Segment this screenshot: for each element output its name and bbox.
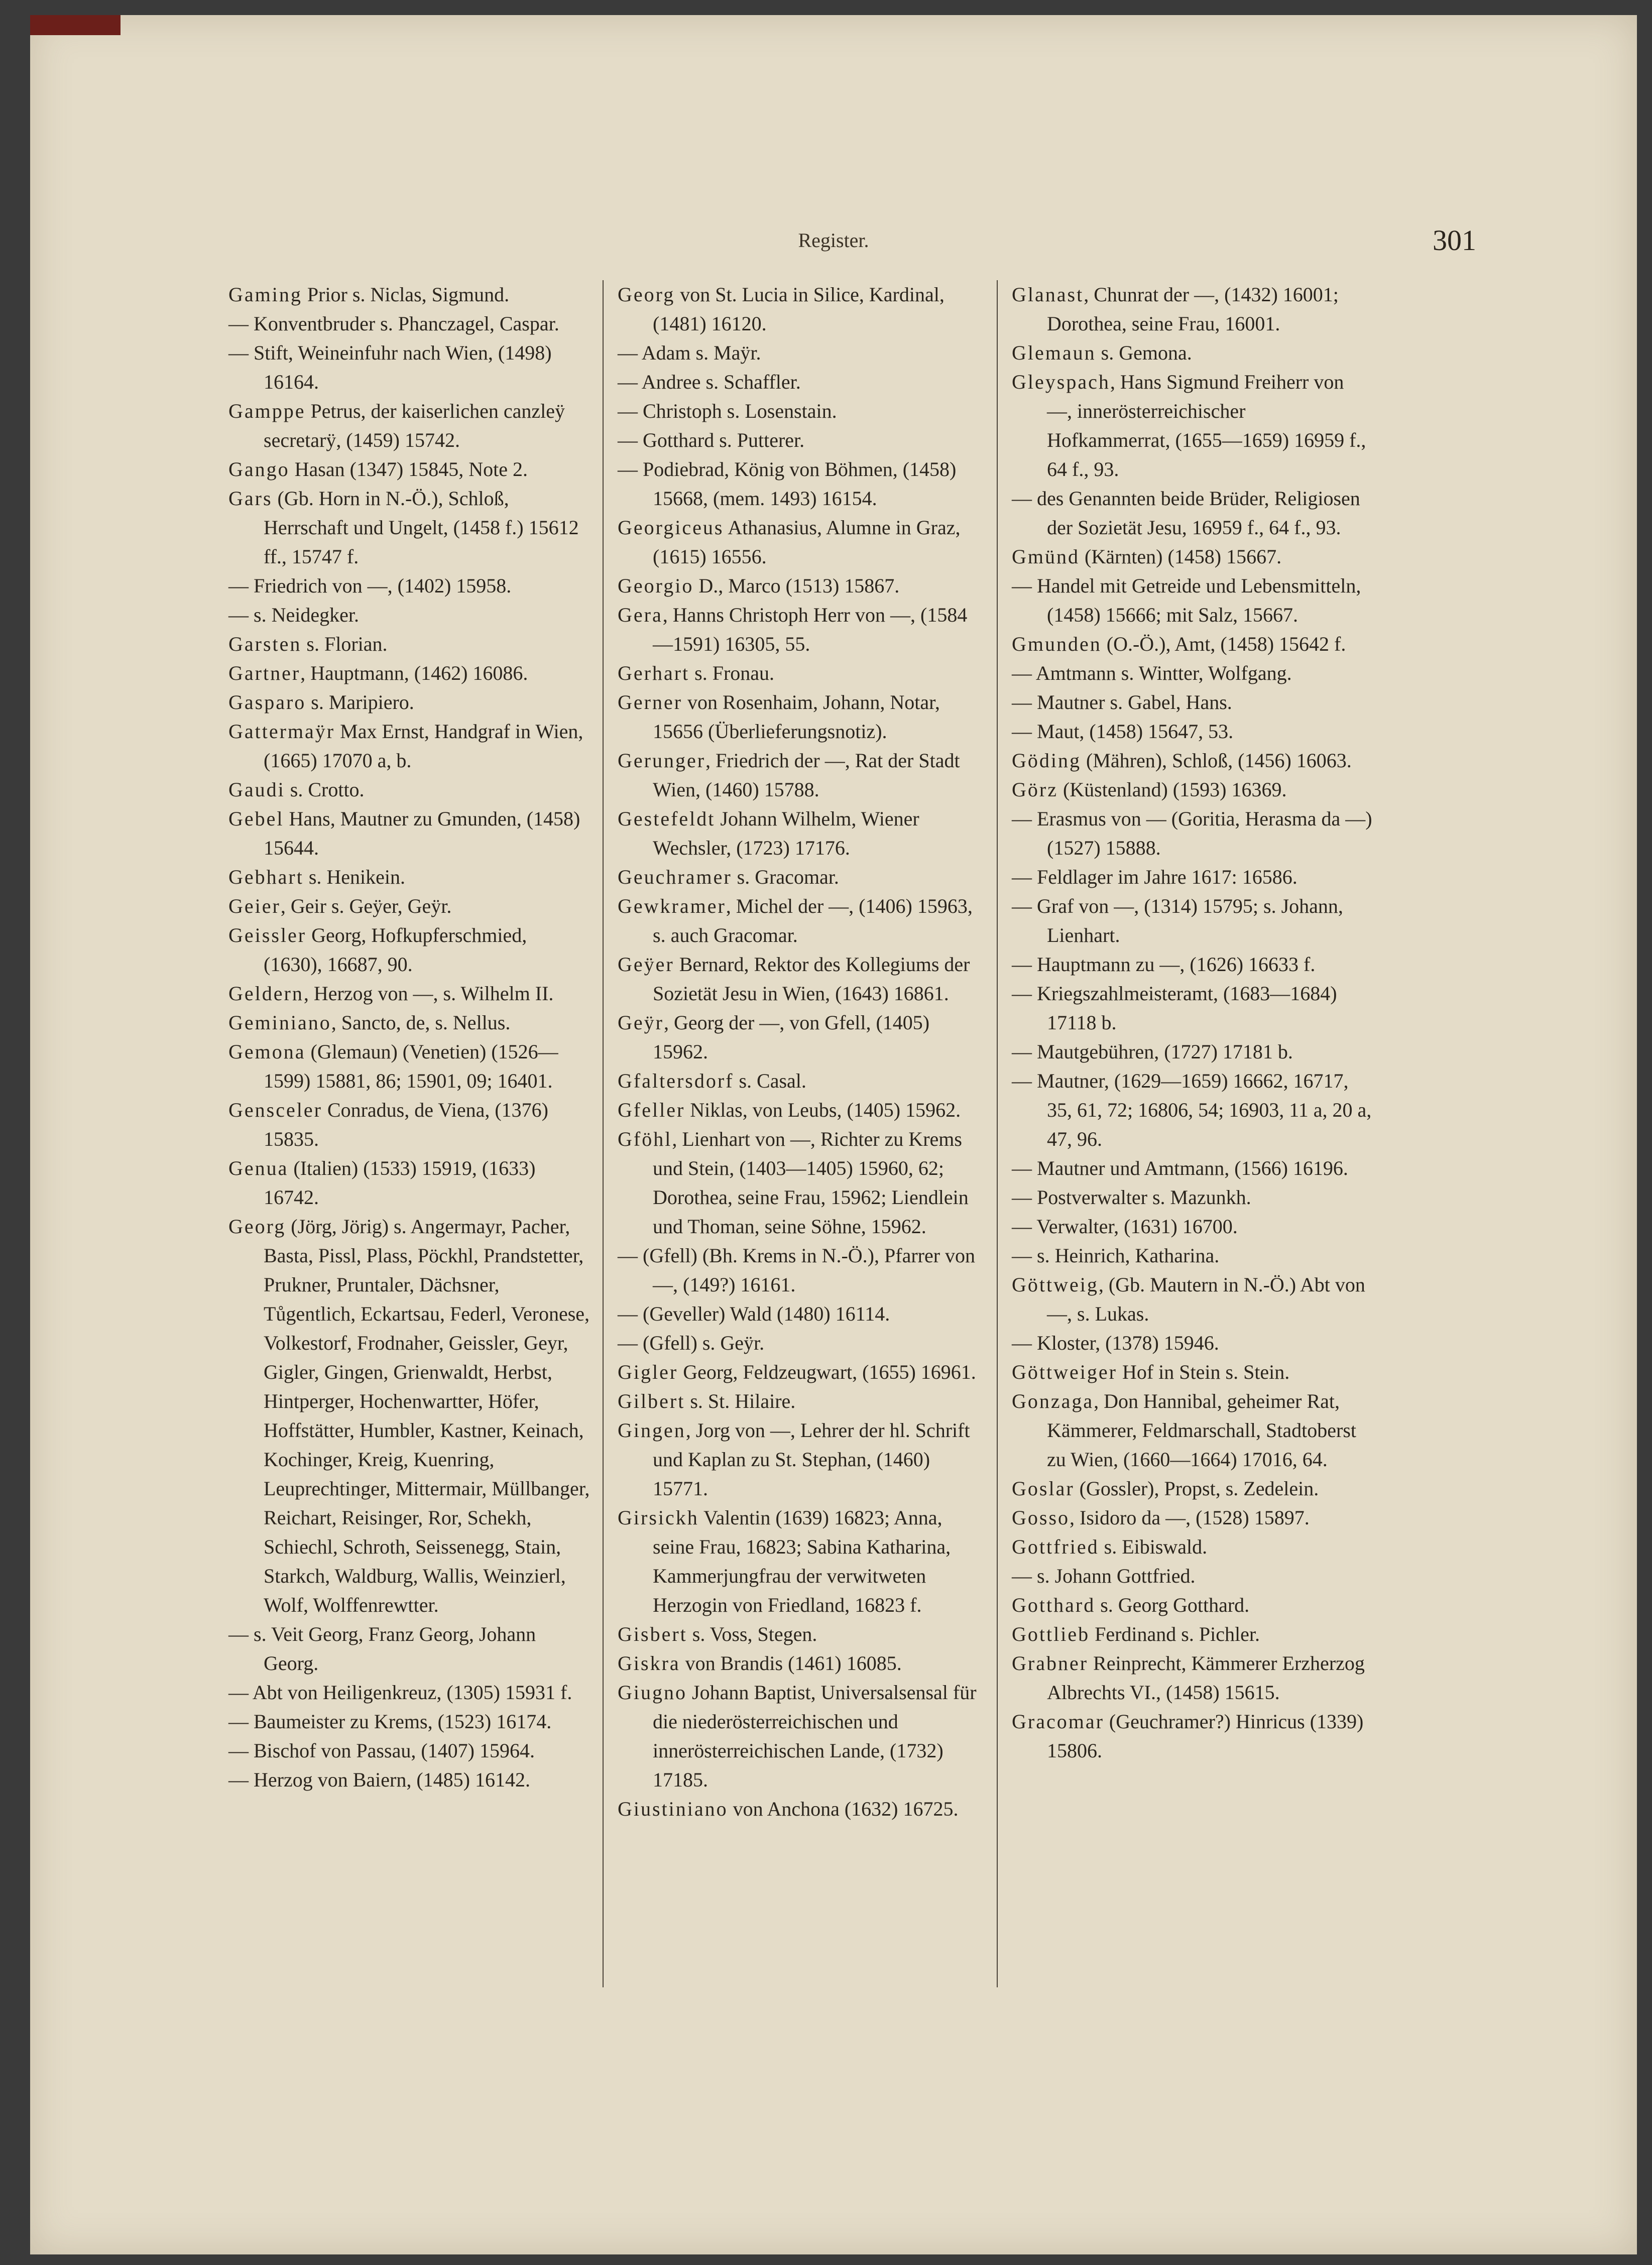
entry-text: , Sancto, de, s. Nellus. (331, 1011, 511, 1034)
index-entry (1012, 1532, 1373, 1562)
index-entry (1012, 1066, 1373, 1154)
index-entry (618, 571, 979, 601)
index-entry (1012, 1212, 1373, 1241)
entry-text: s. Casal. (734, 1069, 806, 1092)
entry-text: — Mautgebühren, (1727) 17181 b. (1012, 1040, 1293, 1063)
entry-keyword: Geuchramer (618, 866, 732, 888)
entry-text: — Abt von Heiligenkreuz, (1305) 15931 f. (228, 1681, 572, 1704)
index-entry (618, 455, 979, 513)
entry-keyword: Gingen (618, 1419, 686, 1442)
index-entry (1012, 1562, 1373, 1591)
entry-keyword: Gamppe (228, 400, 306, 422)
entry-text: Johann Wilhelm, Wiener Wechsler, (1723) 17176. (653, 807, 919, 859)
index-entry (1012, 1270, 1373, 1329)
entry-keyword: Gemona (228, 1040, 306, 1063)
entry-keyword: Girsickh (618, 1506, 699, 1529)
entry-keyword: Geier (228, 895, 281, 917)
entry-text: s. Gracomar. (732, 866, 839, 888)
entry-keyword: Gigler (618, 1361, 678, 1383)
entry-keyword: Gerunger (618, 749, 706, 772)
index-entry (228, 804, 590, 863)
index-entry (228, 921, 590, 979)
entry-text: — Christoph s. Losenstain. (618, 400, 837, 422)
entry-text: Hasan (1347) 15845, Note 2. (289, 458, 528, 481)
entry-text: (Küstenland) (1593) 16369. (1057, 778, 1287, 801)
entry-keyword: Göttweig (1012, 1273, 1099, 1296)
entry-text: , Friedrich der —, Rat der Stadt Wien, (1460) 15788. (653, 749, 960, 801)
entry-text: Petrus, der kaiserlichen canzleÿ secretarÿ, (1459) 15742. (264, 400, 565, 451)
entry-keyword: Göttweiger (1012, 1361, 1117, 1383)
index-entry (618, 1008, 979, 1066)
entry-keyword: Gottlieb (1012, 1623, 1090, 1645)
index-entry (1012, 892, 1373, 950)
index-entry (618, 1387, 979, 1416)
index-entry (1012, 1591, 1373, 1620)
index-entry (618, 368, 979, 397)
entry-text: , Chunrat der —, (1432) 16001; Dorothea, seine Frau, 16001. (1047, 283, 1339, 335)
entry-keyword: Georg (618, 283, 675, 306)
entry-keyword: Gars (228, 487, 273, 510)
entry-keyword: Gerner (618, 691, 683, 713)
entry-text: (Jörg, Jörig) s. Angermayr, Pacher, Basta, Pissl, Plass, Pöckhl, Prandstetter, Prukner, Pruntaler, Dächsner, Tůgentlich, Eckartsau, Federl, Veronese, Volkestorf, Frodnaher, Geissler, Geyr, Gigler, Gingen, Grienwaldt, Herbst, Hintperger, Hochenwartter, Höfer, Hoffstätter, Humbler, Kastner, Keinach, Kochinger, Kreig, Kuenring, Leuprechtinger, Mittermair, Müllbanger, Reichart, Reisinger, Ror, Schekh, Schiechl, Schroth, Seissenegg, Stain, Starkch, Waldburg, Wallis, Weinzierl, Wolf, Wolffenrewtter. (264, 1215, 590, 1616)
entry-text: , Hauptmann, (1462) 16086. (300, 662, 528, 684)
entry-text: , Herzog von —, s. Wilhelm II. (303, 982, 554, 1005)
entry-text: Ferdinand s. Pichler. (1090, 1623, 1260, 1645)
entry-text: Reinprecht, Kämmerer Erzherzog Albrechts VI., (1458) 15615. (1047, 1652, 1365, 1704)
index-entry (618, 1299, 979, 1329)
index-entry (228, 1008, 590, 1037)
index-entry (1012, 368, 1373, 484)
index-entry (1012, 1154, 1373, 1183)
entry-text: (O.-Ö.), Amt, (1458) 15642 f. (1101, 633, 1346, 655)
entry-text: s. Crotto. (285, 778, 365, 801)
entry-text: von Brandis (1461) 16085. (680, 1652, 902, 1675)
entry-text: Bernard, Rektor des Kollegiums der Sozietät Jesu in Wien, (1643) 16861. (653, 953, 970, 1005)
index-entry (618, 1066, 979, 1096)
entry-text: — Gotthard s. Putterer. (618, 429, 805, 451)
entry-text: s. Henikein. (303, 866, 406, 888)
entry-text: — Kriegszahlmeisteramt, (1683—1684) 17118 b. (1012, 982, 1337, 1034)
page-number: 301 (1433, 224, 1476, 257)
index-entry (618, 1096, 979, 1125)
entry-text: — s. Neidegker. (228, 604, 359, 626)
index-entry (1012, 950, 1373, 979)
index-entry (228, 717, 590, 775)
entry-text: — des Genannten beide Brüder, Religiosen der Sozietät Jesu, 16959 f., 64 f., 93. (1012, 487, 1360, 539)
entry-text: — Kloster, (1378) 15946. (1012, 1332, 1219, 1354)
index-entry (1012, 1387, 1373, 1474)
entry-text: , Don Hannibal, geheimer Rat, Kämmerer, Feldmarschall, Stadtoberst zu Wien, (1660—1664) 17016, 64. (1047, 1390, 1356, 1471)
index-entry (618, 1358, 979, 1387)
entry-text: Athanasius, Alumne in Graz, (1615) 16556. (653, 516, 961, 568)
index-entry (618, 1795, 979, 1824)
entry-text: — Konventbruder s. Phanczagel, Caspar. (228, 312, 559, 335)
index-entry (618, 1329, 979, 1358)
entry-text: s. Eibiswald. (1099, 1535, 1208, 1558)
entry-text: — Amtmann s. Wintter, Wolfgang. (1012, 662, 1292, 684)
index-entry (1012, 1241, 1373, 1270)
index-entry (1012, 338, 1373, 368)
index-entry (1012, 688, 1373, 717)
entry-text: von St. Lucia in Silice, Kardinal, (1481) 16120. (653, 283, 945, 335)
index-entry (1012, 659, 1373, 688)
index-entry (618, 688, 979, 746)
index-entry (1012, 542, 1373, 571)
entry-text: — Stift, Weineinfuhr nach Wien, (1498) 16164. (228, 341, 552, 393)
entry-text: — Bischof von Passau, (1407) 15964. (228, 1739, 535, 1762)
entry-text: s. St. Hilaire. (685, 1390, 796, 1412)
entry-keyword: Gaudi (228, 778, 285, 801)
index-entry (1012, 630, 1373, 659)
index-entry (618, 746, 979, 804)
entry-keyword: Gotthard (1012, 1594, 1096, 1616)
index-entry (1012, 1503, 1373, 1532)
entry-text: s. Voss, Stegen. (687, 1623, 817, 1645)
entry-text: Valentin (1639) 16823; Anna, seine Frau, 16823; Sabina Katharina, Kammerjungfrau der verwitweten Herzogin von Friedland, 16823 f. (653, 1506, 951, 1616)
page-header (30, 223, 1637, 259)
entry-keyword: Gebhart (228, 866, 304, 888)
entry-keyword: Gottfried (1012, 1535, 1099, 1558)
entry-keyword: Gfeller (618, 1099, 685, 1121)
entry-text: — s. Heinrich, Katharina. (1012, 1244, 1220, 1267)
index-entry (228, 630, 590, 659)
entry-keyword: Gfaltersdorf (618, 1069, 734, 1092)
index-entry (618, 863, 979, 892)
entry-keyword: Gmünd (1012, 545, 1080, 568)
entry-text: , Isidoro da —, (1528) 15897. (1070, 1506, 1310, 1529)
entry-text: , Lienhart von —, Richter zu Krems und Stein, (1403—1405) 15960, 62; Dorothea, seine Frau, 15962; Liendlein und Thoman, seine Söhne, 15962. (653, 1128, 969, 1238)
entry-keyword: Gisbert (618, 1623, 687, 1645)
entry-text: (Italien) (1533) 15919, (1633) 16742. (264, 1157, 536, 1209)
entry-text: Max Ernst, Handgraf in Wien, (1665) 17070 a, b. (264, 720, 583, 772)
entry-keyword: Gensceler (228, 1099, 322, 1121)
entry-keyword: Gerhart (618, 662, 690, 684)
index-entry (228, 1736, 590, 1765)
entry-text: , Geir s. Geÿer, Geÿr. (280, 895, 452, 917)
entry-keyword: Gango (228, 458, 290, 481)
entry-text: — (Gfell) s. Geÿr. (618, 1332, 765, 1354)
entry-keyword: Gestefeldt (618, 807, 716, 830)
index-entry (228, 659, 590, 688)
entry-text: — s. Veit Georg, Franz Georg, Johann Georg. (228, 1623, 536, 1675)
entry-text: — Podiebrad, König von Böhmen, (1458) 15668, (mem. 1493) 16154. (618, 458, 957, 510)
entry-text: — (Geveller) Wald (1480) 16114. (618, 1302, 890, 1325)
index-column-3 (1012, 280, 1373, 1765)
index-entry (1012, 280, 1373, 338)
index-entry (618, 1241, 979, 1299)
index-entry (618, 338, 979, 368)
entry-text: — Herzog von Baiern, (1485) 16142. (228, 1768, 530, 1791)
entry-keyword: Glanast (1012, 283, 1084, 306)
entry-text: s. Fronau. (689, 662, 775, 684)
index-entry (228, 1765, 590, 1795)
index-entry (1012, 863, 1373, 892)
entry-keyword: Glemaun (1012, 341, 1096, 364)
entry-keyword: Geissler (228, 924, 307, 946)
index-entry (1012, 571, 1373, 630)
entry-keyword: Garsten (228, 633, 302, 655)
document-page (30, 15, 1637, 2254)
entry-text: — Handel mit Getreide und Lebensmitteln, (1458) 15666; mit Salz, 15667. (1012, 574, 1361, 626)
entry-text: — Mautner, (1629—1659) 16662, 16717, 35, 61, 72; 16806, 54; 16903, 11 a, 20 a, 47, 96. (1012, 1069, 1372, 1150)
index-entry (228, 863, 590, 892)
index-entry (618, 1125, 979, 1241)
entry-text: Niklas, von Leubs, (1405) 15962. (685, 1099, 961, 1121)
entry-keyword: Giskra (618, 1652, 680, 1675)
index-entry (1012, 804, 1373, 863)
index-entry (618, 950, 979, 1008)
entry-text: (Glemaun) (Venetien) (1526—1599) 15881, 86; 15901, 09; 16401. (264, 1040, 558, 1092)
entry-keyword: Giugno (618, 1681, 687, 1704)
index-entry (1012, 775, 1373, 804)
entry-text: — Graf von —, (1314) 15795; s. Johann, Lienhart. (1012, 895, 1343, 946)
entry-keyword: Gföhl (618, 1128, 672, 1150)
index-entry (1012, 979, 1373, 1037)
entry-text: Georg, Feldzeugwart, (1655) 16961. (678, 1361, 976, 1383)
column-divider (603, 280, 604, 1987)
index-entry (1012, 1707, 1373, 1765)
index-entry (228, 338, 590, 397)
entry-keyword: Gebel (228, 807, 284, 830)
entry-keyword: Giustiniano (618, 1798, 728, 1820)
index-entry (228, 309, 590, 338)
entry-keyword: Gattermaÿr (228, 720, 335, 743)
entry-keyword: Geÿr (618, 1011, 664, 1034)
entry-text: Prior s. Niclas, Sigmund. (302, 283, 510, 306)
index-entry (228, 1154, 590, 1212)
entry-keyword: Geminiano (228, 1011, 331, 1034)
index-entry (1012, 1329, 1373, 1358)
entry-text: — Mautner und Amtmann, (1566) 16196. (1012, 1157, 1348, 1179)
entry-keyword: Gera (618, 604, 663, 626)
entry-text: Hans, Mautner zu Gmunden, (1458) 15644. (264, 807, 580, 859)
index-entry (618, 892, 979, 950)
entry-text: s. Georg Gotthard. (1095, 1594, 1250, 1616)
entry-keyword: Gartner (228, 662, 301, 684)
entry-text: — (Gfell) (Bh. Krems in N.-Ö.), Pfarrer von —, (149?) 16161. (618, 1244, 976, 1296)
entry-text: — Verwalter, (1631) 16700. (1012, 1215, 1238, 1238)
entry-text: — Friedrich von —, (1402) 15958. (228, 574, 512, 597)
index-column-1 (228, 280, 590, 1795)
entry-text: Conradus, de Viena, (1376) 15835. (264, 1099, 549, 1150)
entry-text: — Erasmus von — (Goritia, Herasma da —) (1527) 15888. (1012, 807, 1372, 859)
entry-text: (Mähren), Schloß, (1456) 16063. (1081, 749, 1352, 772)
entry-keyword: Gaming (228, 283, 302, 306)
running-title: Register. (798, 229, 869, 252)
entry-text: — Maut, (1458) 15647, 53. (1012, 720, 1234, 743)
entry-text: Georg, Hofkupferschmied, (1630), 16687, 90. (264, 924, 527, 976)
entry-text: s. Gemona. (1096, 341, 1192, 364)
index-entry (1012, 746, 1373, 775)
entry-text: , (Gb. Mautern in N.-Ö.) Abt von —, s. Lukas. (1047, 1273, 1365, 1325)
entry-keyword: Geÿer (618, 953, 674, 976)
index-entry (618, 804, 979, 863)
index-entry (1012, 1037, 1373, 1066)
entry-text: — s. Johann Gottfried. (1012, 1565, 1196, 1587)
entry-text: — Postverwalter s. Mazunkh. (1012, 1186, 1251, 1209)
index-entry (618, 659, 979, 688)
entry-text: — Baumeister zu Krems, (1523) 16174. (228, 1710, 552, 1733)
index-entry (1012, 717, 1373, 746)
index-entry (618, 1649, 979, 1678)
entry-keyword: Göding (1012, 749, 1081, 772)
index-entry (228, 892, 590, 921)
entry-keyword: Gosso (1012, 1506, 1070, 1529)
index-entry (228, 484, 590, 571)
index-entry (1012, 1620, 1373, 1649)
entry-keyword: Gonzaga (1012, 1390, 1094, 1412)
entry-keyword: Gasparo (228, 691, 306, 713)
index-entry (618, 1503, 979, 1620)
index-entry (228, 979, 590, 1008)
entry-text: von Anchona (1632) 16725. (728, 1798, 959, 1820)
index-entry (1012, 1474, 1373, 1503)
entry-keyword: Gewkramer (618, 895, 726, 917)
index-entry (228, 455, 590, 484)
entry-text: — Mautner s. Gabel, Hans. (1012, 691, 1232, 713)
entry-text: (Geuchramer?) Hinricus (1339) 15806. (1047, 1710, 1364, 1762)
entry-text: (Gb. Horn in N.-Ö.), Schloß, Herrschaft und Ungelt, (1458 f.) 15612 ff., 15747 f. (264, 487, 579, 568)
index-entry (228, 1037, 590, 1096)
entry-text: von Rosenhaim, Johann, Notar, 15656 (Überlieferungsnotiz). (653, 691, 940, 743)
index-entry (228, 571, 590, 601)
entry-keyword: Gilbert (618, 1390, 685, 1412)
entry-keyword: Gracomar (1012, 1710, 1104, 1733)
index-entry (1012, 1649, 1373, 1707)
entry-text: (Kärnten) (1458) 15667. (1080, 545, 1282, 568)
entry-text: , Jorg von —, Lehrer der hl. Schrift und Kaplan zu St. Stephan, (1460) 15771. (653, 1419, 970, 1500)
entry-keyword: Georgio (618, 574, 694, 597)
entry-text: Hof in Stein s. Stein. (1117, 1361, 1290, 1383)
entry-text: s. Maripiero. (306, 691, 414, 713)
entry-keyword: Genua (228, 1157, 289, 1179)
entry-text: (Gossler), Propst, s. Zedelein. (1074, 1477, 1319, 1500)
index-entry (1012, 1358, 1373, 1387)
index-entry (1012, 484, 1373, 542)
index-entry (618, 426, 979, 455)
column-divider (997, 280, 998, 1987)
entry-text: , Michel der —, (1406) 15963, s. auch Gracomar. (653, 895, 973, 946)
entry-keyword: Georg (228, 1215, 286, 1238)
index-entry (618, 513, 979, 571)
entry-keyword: Gmunden (1012, 633, 1102, 655)
index-entry (1012, 1183, 1373, 1212)
index-entry (228, 688, 590, 717)
index-entry (228, 1212, 590, 1620)
index-entry (228, 1678, 590, 1707)
entry-keyword: Geldern (228, 982, 304, 1005)
entry-keyword: Georgiceus (618, 516, 724, 539)
entry-keyword: Gleyspach (1012, 371, 1110, 393)
entry-text: — Adam s. Maÿr. (618, 341, 761, 364)
index-entry (618, 280, 979, 338)
index-column-2 (618, 280, 979, 1824)
entry-text: — Hauptmann zu —, (1626) 16633 f. (1012, 953, 1316, 976)
entry-text: , Georg der —, von Gfell, (1405) 15962. (653, 1011, 930, 1063)
index-entry (228, 1707, 590, 1736)
entry-text: , Hanns Christoph Herr von —, (1584—1591) 16305, 55. (653, 604, 968, 655)
index-entry (618, 1678, 979, 1795)
entry-text: — Andree s. Schaffler. (618, 371, 801, 393)
index-entry (618, 397, 979, 426)
entry-keyword: Grabner (1012, 1652, 1089, 1675)
entry-text: s. Florian. (301, 633, 388, 655)
index-entry (228, 1096, 590, 1154)
index-entry (228, 280, 590, 309)
entry-text: , Hans Sigmund Freiherr von —, innerösterreichischer Hofkammerrat, (1655—1659) 16959 f., 64 f., 93. (1047, 371, 1366, 481)
entry-keyword: Görz (1012, 778, 1058, 801)
index-entry (228, 775, 590, 804)
index-entry (228, 397, 590, 455)
entry-text: D., Marco (1513) 15867. (693, 574, 900, 597)
index-entry (228, 1620, 590, 1678)
binding-corner (30, 15, 121, 35)
entry-text: — Feldlager im Jahre 1617: 16586. (1012, 866, 1297, 888)
entry-text: Johann Baptist, Universalsensal für die niederösterreichischen und innerösterreichischen Lande, (1732) 17185. (653, 1681, 977, 1791)
index-entry (618, 601, 979, 659)
entry-keyword: Goslar (1012, 1477, 1075, 1500)
index-entry (228, 601, 590, 630)
index-entry (618, 1620, 979, 1649)
index-entry (618, 1416, 979, 1503)
